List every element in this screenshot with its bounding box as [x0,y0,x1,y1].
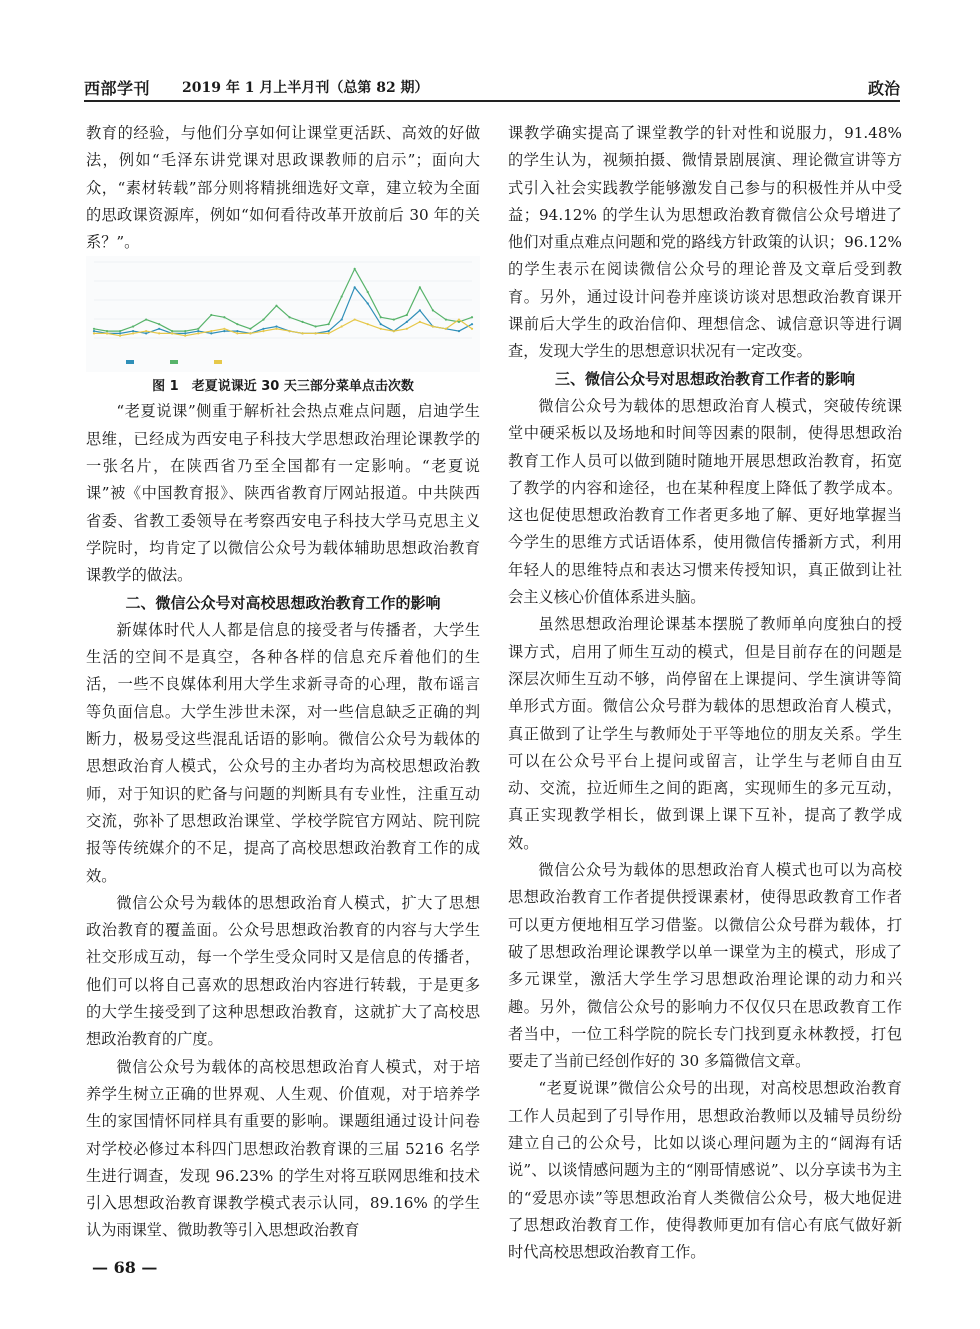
data-point [184,333,186,335]
data-point [93,330,95,332]
data-point [406,314,408,316]
data-point [132,333,134,335]
data-point [471,328,473,330]
data-point [458,330,460,332]
section-heading: 三、微信公众号对思想政治教育工作者的影响 [554,369,855,388]
paragraph: 微信公众号为载体的高校思想政治育人模式，对于培养学生树立正确的世界观、人生观、价值观，对于培养学生的家国情怀同样具有重要的影响。课题组通过设计问卷对学校必修过本科四门思想政治教育课的三届 5216 名学生进行调查，发现 96.23% 的学生对将互联网思维和技术引入思想政治教育课教学模式表示认同，89.16% 的学生认为雨课堂、微助教等引入思想政治教育 [86,1057,480,1240]
data-point [223,317,225,319]
paragraph: 教育的经验，与他们分享如何让课堂更活跃、高效的好做法，例如“毛泽东讲党课对思政课教师的启示”；面向大众，“素材转载”部分则将精挑细选好文章，建立较为全面的思政课资源库，例如“如何看待改革开放前后 30 年的关系？”。 [86,124,480,252]
paragraph: 新媒体时代人人都是信息的接受者与传播者，大学生生活的空间不是真空，各种各样的信息充斥着他们的生活，一些不良媒体利用大学生求新寻奇的心理，散布谣言等负面信息。大学生涉世未深，对一些信息缺乏正确的判断力，极易受这些混乱话语的影响。微信公众号为载体的思想政治育人模式，公众号的主办者均为高校思想政治教师，对于知识的贮备与问题的判断具有专业性，注重互动交流，弥补了思想政治课堂、学校学院官方网站、院刊院报等传统媒介的不足，提高了高校思想政治教育工作的成效。 [86,620,480,885]
data-point [249,333,251,335]
data-point [236,330,238,332]
data-point [471,317,473,319]
journal-name: 西部学刊 [84,79,151,98]
data-point [145,330,147,332]
data-point [354,319,356,321]
data-point [275,305,277,307]
data-point [275,328,277,330]
data-point [262,330,264,332]
issue-info: 2019 年 1 月上半月刊（总第 82 期） [182,80,429,96]
data-point [301,333,303,335]
right-column [508,120,902,1266]
paragraph: “老夏说课”侧重于解析社会热点难点问题，启迪学生思维，已经成为西安电子科技大学思想政治理论课教学的一张名片，在陕西省乃至全国都有一定影响。“老夏说课”被《中国教育报》、陕西省教育厅网站报道。中共陕西省委、省教工委领导在考察西安电子科技大学马克思主义学院时，均肯定了以微信公众号为载体辅助思想政治教育课教学的做法。 [86,402,480,585]
data-point [184,335,186,337]
section-name: 政治 [867,79,900,98]
data-point [184,330,186,332]
chart-background [86,256,480,372]
data-point [432,310,434,312]
data-point [445,319,447,321]
data-point [262,319,264,321]
data-point [93,333,95,335]
legend-swatch-1 [126,360,134,364]
data-point [380,317,382,319]
figure-1 [86,256,480,398]
line-chart [86,256,480,372]
data-point [236,333,238,335]
data-point [380,328,382,330]
data-point [197,328,199,330]
paragraph: 微信公众号为载体的思想政治育人模式也可以为高校思想政治教育工作者提供授课素材，使得思政教育工作者可以更方便地相互学习借鉴。以微信公众号群为载体，打破了思想政治理论课教学以单一课堂为主的模式，形成了多元课堂，激活大学生学习思想政治理论课的动力和兴趣。另外，微信公众号的影响力不仅仅只在思政教育工作者当中，一位工科学院的院长专门找到夏永林教授，打包要走了当前已经创作好的 30 多篇微信文章。 [508,861,902,1071]
data-point [288,330,290,332]
data-point [458,321,460,323]
data-point [119,330,121,332]
data-point [354,268,356,270]
data-point [275,326,277,328]
data-point [132,330,134,332]
data-point [210,330,212,332]
data-point [171,330,173,332]
legend-swatch-3 [214,360,222,364]
data-point [328,324,330,326]
section-heading: 二、微信公众号对高校思想政治教育工作的影响 [125,593,441,612]
legend-swatch-2 [170,360,178,364]
data-point [367,291,369,293]
running-header [84,76,900,102]
paragraph: “老夏说课”微信公众号的出现，对高校思想政治教育工作人员起到了引导作用，思想政治教师以及辅导员纷纷建立自己的公众号，比如以谈心理问题为主的“阔海有话说”、以谈情感问题为主的“刚哥情感说”、以分享读书为主的“爱思亦读”等思想政治育人类微信公众号，极大地促进了思想政治教育工作，使得教师更加有信心有底气做好新时代高校思想政治教育工作。 [508,1079,902,1262]
data-point [106,333,108,335]
data-point [223,330,225,332]
data-point [158,333,160,335]
data-point [119,335,121,337]
data-point [158,324,160,326]
data-point [393,319,395,321]
data-point [93,328,95,330]
data-point [288,317,290,319]
data-point [354,287,356,289]
data-point [106,330,108,332]
data-point [406,328,408,330]
data-point [393,330,395,332]
left-column [86,120,480,1245]
data-point [197,333,199,335]
paragraph: 微信公众号为载体的思想政治育人模式，突破传统课堂中硬采板以及场地和时间等因素的限制，使得思想政治教育工作人员可以做到随时随地开展思想政治教育，拓宽了教学的内容和途径，也在某种程度上降低了教学成本。这也促使思想政治教育工作者更多地了解、更好地掌握当今学生的思维方式话语体系，使用微信传播新方式，利用年轻人的思维特点和表达习惯来传授知识，真正做到让社会主义核心价值体系进头脑。 [508,396,902,607]
data-point [262,328,264,330]
data-point [314,326,316,328]
data-point [158,328,160,330]
data-point [419,321,421,323]
data-point [341,326,343,328]
data-point [445,328,447,330]
data-point [132,326,134,328]
data-point [406,321,408,323]
paragraph: 课教学确实提高了课堂教学的针对性和说服力，91.48% 的学生认为，视频拍摄、微情景剧展演、理论微宣讲等方式引入社会实践教学能够激发自己参与的积极性并从中受益；94.12% 的学生认为思想政治教育微信公众号增进了他们对重点难点问题和党的路线方针政策的认识；96.12% 的学生表示在阅读微信公众号的理论普及文章后受到教育。另外，通过设计问卷并座谈访谈对思想政治教育课开课前后大学生的政治信仰、理想信念、诚信意识等进行调查，发现大学生的思想意识状况有一定改变。 [508,124,902,361]
data-point [341,319,343,321]
data-point [197,330,199,332]
data-point [210,333,212,335]
data-point [328,333,330,335]
data-point [432,326,434,328]
data-point [236,324,238,326]
data-point [145,333,147,335]
data-point [171,333,173,335]
data-point [367,324,369,326]
data-point [301,321,303,323]
paragraph: 虽然思想政治理论课基本摆脱了教师单向度独白的授课方式，启用了师生互动的模式，但是目前存在的问题是深层次师生互动不够，尚停留在上课提问、学生演讲等简单形式方面。微信公众号群为载体的思想政治育人模式，真正做到了让学生与教师处于平等地位的朋友关系。学生可以在公众号平台上提问或留言，让学生与老师自由互动、交流，拉近师生之间的距离，实现师生的多元互动，真正实现教学相长，做到课上课下互补，提高了教学成效。 [508,615,902,852]
data-point [210,314,212,316]
paragraph: 微信公众号为载体的思想政治育人模式，扩大了思想政治教育的覆盖面。公众号思想政治教育的内容与大学生社交形成互动，每一个学生受众同时又是信息的传播者，他们可以将自己喜欢的思想政治内容进行转载，于是更多的大学生接受到了这种思想政治教育，这就扩大了高校思想政治教育的广度。 [86,893,480,1049]
page-number: — 68 — [92,1258,158,1277]
data-point [419,287,421,289]
data-point [223,328,225,330]
data-point [249,328,251,330]
data-point [119,333,121,335]
data-point [380,324,382,326]
data-point [367,303,369,305]
data-point [341,296,343,298]
data-point [314,333,316,335]
data-point [419,310,421,312]
data-point [328,330,330,332]
data-point [458,319,460,321]
data-point [471,324,473,326]
figure-caption: 图 1 老夏说课近 30 天三部分菜单点击次数 [152,379,414,395]
data-point [145,319,147,321]
